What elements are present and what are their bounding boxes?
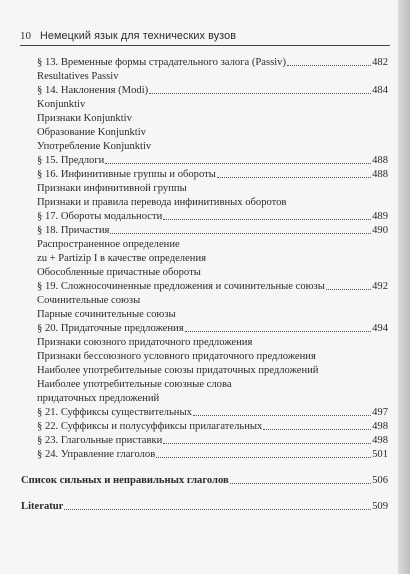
dot-leader — [163, 210, 371, 220]
toc-entry-page: 501 — [372, 449, 388, 460]
dot-leader — [149, 84, 371, 94]
toc-entry-label: § 19. Сложносочиненные предложения и сочинительные союзы — [37, 281, 325, 292]
dot-leader — [217, 168, 371, 178]
toc-entry-label: Literatur — [21, 501, 64, 512]
page-number: 10 — [20, 30, 31, 42]
toc-entry — [37, 84, 388, 97]
toc-subtopic: Признаки и правила перевода инфинитивных оборотов — [37, 197, 287, 208]
toc-subtopic: Resultatives Passiv — [37, 71, 119, 82]
toc-subtopic: zu + Partizip I в качестве определения — [37, 253, 206, 264]
header-rule — [20, 45, 390, 46]
toc-entry — [37, 210, 388, 223]
toc-entry-page: 488 — [372, 155, 388, 166]
toc-entry-label: § 22. Суффиксы и полусуффиксы прилагательных — [37, 421, 263, 432]
toc-subtopic: Образование Konjunktiv — [37, 127, 146, 138]
toc-subtopic: Наиболее употребительные союзы придаточных предложений — [37, 365, 319, 376]
toc-entry-page: 498 — [372, 435, 388, 446]
toc-entry-label: § 17. Обороты модальности — [37, 211, 163, 222]
toc-subtopic: придаточных предложений — [37, 393, 160, 404]
toc-entry-page: 498 — [372, 421, 388, 432]
toc-chapter-entry — [21, 500, 388, 513]
toc-entry — [37, 322, 388, 335]
dot-leader — [230, 474, 371, 484]
toc-subtopic: Признаки бессоюзного условного придаточного предложения — [37, 351, 316, 362]
toc-entry-page: 489 — [372, 211, 388, 222]
toc-subtopic: Парные сочинительные союзы — [37, 309, 176, 320]
toc-entry — [37, 224, 388, 237]
toc-entry — [37, 406, 388, 419]
toc-entry-page: 509 — [372, 501, 388, 512]
toc-subtopic: Konjunktiv — [37, 99, 86, 110]
toc-entry-page: 494 — [372, 323, 388, 334]
toc-subtopic: Признаки Konjunktiv — [37, 113, 132, 124]
toc-entry — [37, 168, 388, 181]
toc-entry-label: § 20. Придаточные предложения — [37, 323, 184, 334]
toc-entry-label: § 15. Предлоги — [37, 155, 105, 166]
toc-entry — [37, 448, 388, 461]
toc-entry-label: § 18. Причастия — [37, 225, 110, 236]
toc-subtopic: Наиболее употребительные союзные слова — [37, 379, 232, 390]
toc-subtopic: Сочинительные союзы — [37, 295, 141, 306]
dot-leader — [326, 280, 371, 290]
toc-entry — [37, 420, 388, 433]
toc-subtopic: Употребление Konjunktiv — [37, 141, 152, 152]
dot-leader — [163, 434, 371, 444]
toc-entry-label: § 13. Временные формы страдательного залога (Passiv) — [37, 57, 286, 68]
toc-entry — [37, 154, 388, 167]
toc-entry-page: 506 — [372, 475, 388, 486]
toc-entry-page: 484 — [372, 85, 388, 96]
dot-leader — [110, 224, 371, 234]
dot-leader — [193, 406, 371, 416]
dot-leader — [105, 154, 371, 164]
toc-subtopic: Признаки инфинитивной группы — [37, 183, 187, 194]
toc-entry-page: 492 — [372, 281, 388, 292]
toc-entry-page: 482 — [372, 57, 388, 68]
dot-leader — [185, 322, 372, 332]
toc-chapter-entry — [21, 474, 388, 487]
toc-subtopic: Обособленные причастные обороты — [37, 267, 201, 278]
dot-leader — [287, 56, 371, 66]
toc-entry — [37, 434, 388, 447]
dot-leader — [64, 500, 371, 510]
toc-subtopic: Распространенное определение — [37, 239, 180, 250]
dot-leader — [156, 448, 371, 458]
toc-entry-label: § 24. Управление глаголов — [37, 449, 156, 460]
toc-entry-page: 490 — [372, 225, 388, 236]
toc-entry — [37, 56, 388, 69]
toc-entry-label: Список сильных и неправильных глаголов — [21, 475, 229, 486]
dot-leader — [263, 420, 371, 430]
page-edge — [398, 0, 410, 574]
toc-entry — [37, 280, 388, 293]
toc-entry-label: § 14. Наклонения (Modi) — [37, 85, 149, 96]
toc-entry-label: § 16. Инфинитивные группы и обороты — [37, 169, 216, 180]
toc-entry-page: 488 — [372, 169, 388, 180]
toc-subtopic: Признаки союзного придаточного предложения — [37, 337, 253, 348]
running-title: Немецкий язык для технических вузов — [40, 30, 237, 42]
toc-entry-label: § 21. Суффиксы существительных — [37, 407, 192, 418]
toc-entry-label: § 23. Глагольные приставки — [37, 435, 163, 446]
toc-entry-page: 497 — [372, 407, 388, 418]
